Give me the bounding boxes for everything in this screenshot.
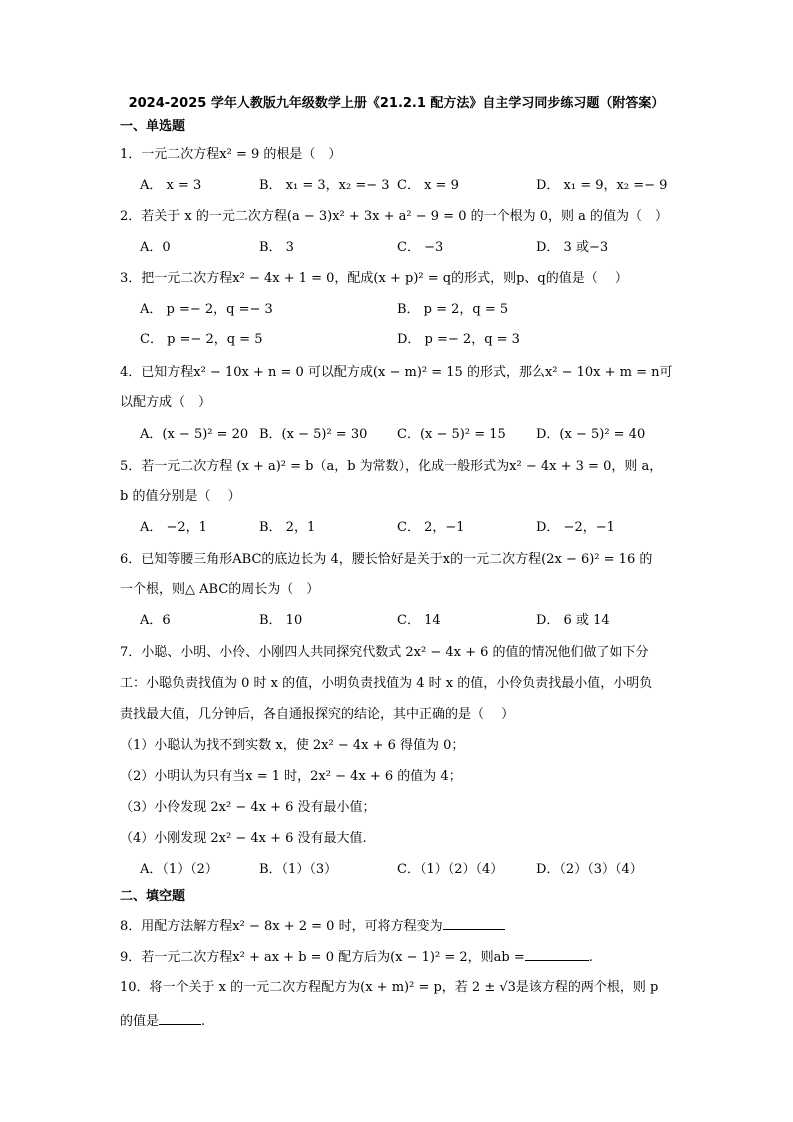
section-fill-in: 二、填空题 (120, 889, 186, 904)
question-6-option-d: D． 6 或 14 (536, 613, 610, 628)
question-2-option-d: D． 3 或−3 (536, 240, 609, 255)
question-5-option-b: B． 2，1 (259, 520, 316, 535)
question-1-option-a: A． x = 3 (140, 178, 202, 193)
question-7-option-a: A．（1）（2） (140, 862, 218, 877)
question-5-option-a: A． −2，1 (140, 520, 207, 535)
question-3-stem: 3．把一元二次方程x² − 4x + 1 = 0，配成(x + p)² = q的形式，则p、q的值是（ ） (120, 271, 628, 286)
question-5-option-d: D． −2，−1 (536, 520, 615, 535)
question-6-option-b: B． 10 (259, 613, 303, 628)
question-10-stem-line-1: 10．将一个关于 x 的一元二次方程配方为(x + m)² = p，若 2 ± √3是该方程的两个根，则 p (120, 980, 659, 995)
question-2-stem: 2．若关于 x 的一元二次方程(a − 3)x² + 3x + a² − 9 = 0 的一个根为 0，则 a 的值为（ ） (120, 209, 669, 224)
question-7-statement-4: （4）小刚发现 2x² − 4x + 6 没有最大值. (120, 831, 367, 846)
question-5-stem-line-1: 5．若一元二次方程 (x + a)² = b（a，b 为常数），化成一般形式为x² − 4x + 3 = 0，则 a， (120, 459, 663, 474)
question-7-statement-3: （3）小伶发现 2x² − 4x + 6 没有最小值； (120, 800, 376, 815)
question-1-option-b: B． x₁ = 3，x₂ =− 3 (259, 178, 390, 193)
question-6-option-a: A．6 (140, 613, 171, 628)
question-9-period: . (588, 950, 593, 965)
question-6-option-c: C． 14 (397, 613, 441, 628)
question-10-period: . (201, 1014, 206, 1029)
question-8 (120, 915, 505, 936)
question-7-option-b: B．（1）（3） (259, 862, 338, 877)
question-4-stem-line-1: 4．已知方程x² − 10x + n = 0 可以配方成(x − m)² = 15 的形式，那么x² − 10x + m = n可 (120, 365, 673, 380)
question-9 (120, 946, 593, 967)
question-4-option-d: D．(x − 5)² = 40 (536, 427, 646, 442)
question-4-stem-line-2: 以配方成（ ） (120, 395, 212, 410)
question-3-option-c: C． p =− 2，q = 5 (140, 332, 263, 347)
question-5-option-c: C． 2，−1 (397, 520, 465, 535)
question-1-option-d: D． x₁ = 9，x₂ =− 9 (536, 178, 668, 193)
question-7-stem-line-2: 工：小聪负责找值为 0 时 x 的值，小明负责找值为 4 时 x 的值，小伶负责找最小值，小明负 (120, 676, 653, 691)
question-6-stem-line-2: 一个根，则△ ABC的周长为（ ） (120, 582, 320, 597)
question-7-stem-line-1: 7．小聪、小明、小伶、小刚四人共同探究代数式 2x² − 4x + 6 的值的情况他们做了如下分 (120, 645, 649, 660)
question-10-line-2 (120, 1010, 205, 1031)
question-6-stem-line-1: 6．已知等腰三角形ABC的底边长为 4，腰长恰好是关于x的一元二次方程(2x − 6)² = 16 的 (120, 552, 653, 567)
question-2-option-c: C． −3 (397, 240, 444, 255)
question-10-stem-line-2: 的值是 (120, 1014, 160, 1029)
question-3-option-d: D． p =− 2，q = 3 (397, 332, 520, 347)
question-9-answer-blank (525, 946, 589, 961)
question-8-answer-blank (443, 915, 505, 930)
question-5-stem-line-2: b 的值分别是（ ） (120, 489, 241, 504)
question-3-option-b: B． p = 2，q = 5 (397, 302, 509, 317)
section-single-choice: 一、单选题 (120, 119, 186, 134)
question-7-option-d: D．（2）（3）（4） (536, 862, 643, 877)
question-7-statement-2: （2）小明认为只有当x = 1 时，2x² − 4x + 6 的值为 4； (120, 769, 462, 784)
question-2-option-a: A．0 (140, 240, 171, 255)
question-1-option-c: C． x = 9 (397, 178, 459, 193)
question-1-stem: 1．一元二次方程x² = 9 的根是（ ） (120, 147, 342, 162)
question-7-stem-line-3: 责找最大值，几分钟后，各自通报探究的结论，其中正确的是（ ） (120, 707, 515, 722)
question-4-option-b: B．(x − 5)² = 30 (259, 427, 368, 442)
question-7-option-c: C．（1）（2）（4） (397, 862, 504, 877)
question-4-option-c: C．(x − 5)² = 15 (397, 427, 506, 442)
question-10-answer-blank (159, 1010, 201, 1025)
question-9-stem: 9．若一元二次方程x² + ax + b = 0 配方后为(x − 1)² = 2，则ab = (120, 950, 525, 965)
question-3-option-a: A． p =− 2，q =− 3 (140, 302, 273, 317)
question-8-stem: 8．用配方法解方程x² − 8x + 2 = 0 时，可将方程变为 (120, 919, 443, 934)
question-4-option-a: A．(x − 5)² = 20 (140, 427, 249, 442)
page-title: 2024-2025 学年人教版九年级数学上册《21.2.1 配方法》自主学习同步练习题（附答案） (128, 96, 665, 111)
question-2-option-b: B． 3 (259, 240, 294, 255)
question-7-statement-1: （1）小聪认为找不到实数 x，使 2x² − 4x + 6 得值为 0； (120, 738, 465, 753)
